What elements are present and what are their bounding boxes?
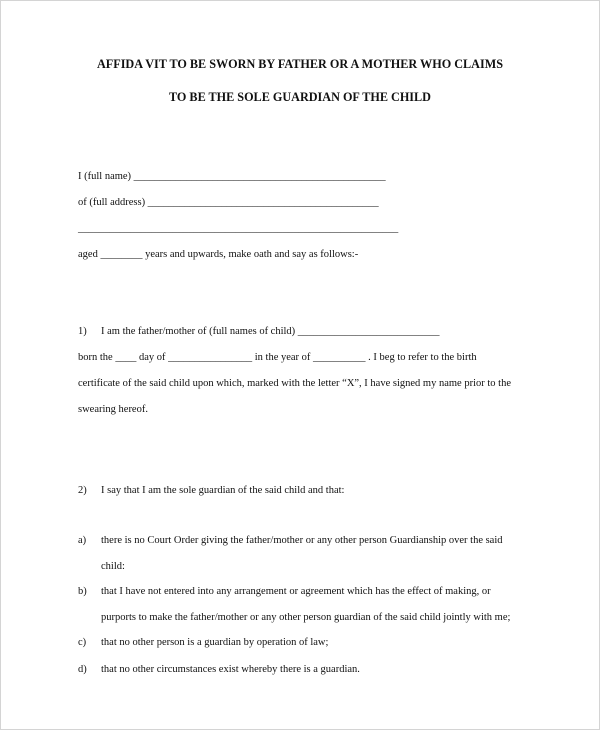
address-continuation-line: _____________________________________________________________ [78, 223, 399, 234]
para-2-marker: 2) [78, 485, 87, 496]
para-1-line-2: born the ____ day of ________________ in the year of __________ . I beg to refer to the birth [78, 352, 477, 363]
full-address-line: of (full address) ____________________________________________ [78, 197, 379, 208]
item-b-line-2: purports to make the father/mother or any other person guardian of the said child jointly with me; [101, 612, 511, 623]
item-c-line-1: that no other person is a guardian by operation of law; [101, 637, 329, 648]
para-1-marker: 1) [78, 326, 87, 337]
item-a-line-1: there is no Court Order giving the father/mother or any other person Guardianship over the said [101, 535, 503, 546]
item-b-marker: b) [78, 586, 87, 597]
document-title-line-2: TO BE THE SOLE GUARDIAN OF THE CHILD [169, 90, 431, 104]
item-d-marker: d) [78, 664, 87, 675]
para-1-line-3: certificate of the said child upon which, marked with the letter “X”, I have signed my name prior to the [78, 378, 511, 389]
document-title-line-1: AFFIDA VIT TO BE SWORN BY FATHER OR A MOTHER WHO CLAIMS [97, 57, 503, 71]
item-c-marker: c) [78, 637, 87, 648]
item-a-marker: a) [78, 535, 87, 546]
para-1-line-1: I am the father/mother of (full names of child) ___________________________ [101, 326, 440, 337]
item-b-line-1: that I have not entered into any arrangement or agreement which has the effect of making, or [101, 586, 491, 597]
full-name-line: I (full name) ________________________________________________ [78, 171, 386, 182]
item-a-line-2: child: [101, 561, 125, 572]
para-1-line-4: swearing hereof. [78, 404, 148, 415]
item-d-line-1: that no other circumstances exist whereby there is a guardian. [101, 664, 360, 675]
aged-line: aged ________ years and upwards, make oath and say as follows:- [78, 249, 359, 260]
para-2-line-1: I say that I am the sole guardian of the said child and that: [101, 485, 345, 496]
